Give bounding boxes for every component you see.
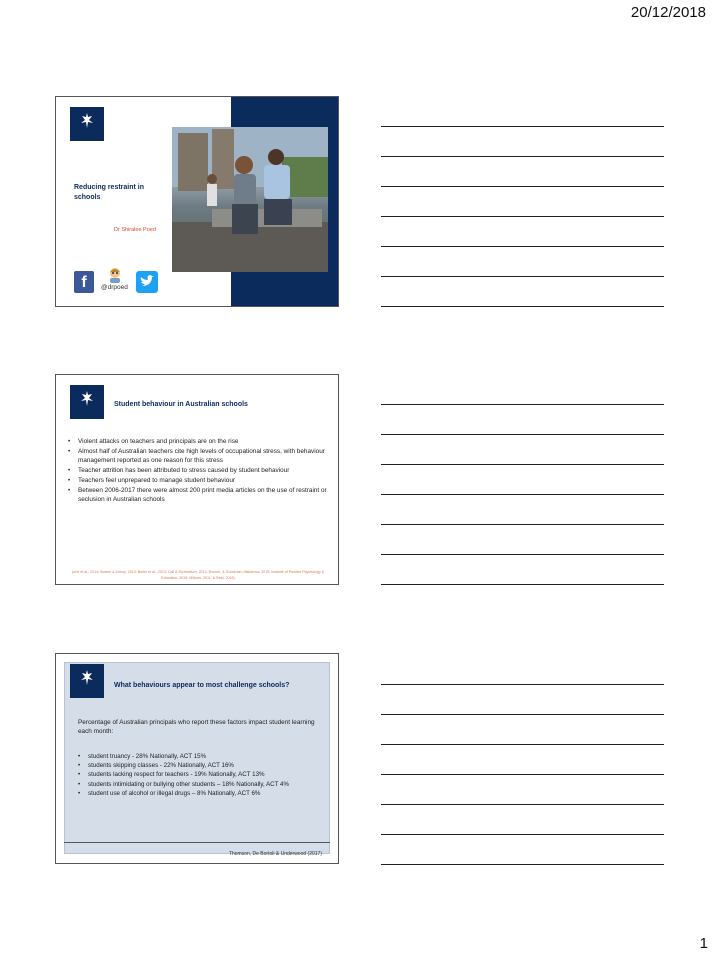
note-line	[381, 404, 664, 405]
slide-thumbnail-2	[55, 374, 339, 585]
source-citation: Thomson, De Bortoli & Underwood (2017)	[228, 851, 322, 857]
note-line	[381, 216, 664, 217]
bullet-list	[68, 437, 330, 505]
note-line	[381, 186, 664, 187]
logo-caption	[86, 410, 87, 414]
list-item: • students skipping classes - 22% Nationally, ACT 16%	[76, 761, 326, 770]
note-line	[381, 744, 664, 745]
note-line	[381, 246, 664, 247]
note-line	[381, 434, 664, 435]
list-item: • Between 2006-2017 there were almost 200 print media articles on the use of restraint or seclusion in Australian schools	[68, 486, 330, 504]
crest-icon	[77, 669, 97, 687]
slide-title: Reducing restraint in schools	[74, 184, 145, 201]
note-line	[381, 864, 664, 865]
logo-caption	[86, 132, 87, 136]
university-logo	[70, 385, 104, 419]
social-links	[74, 267, 164, 297]
note-line	[381, 804, 664, 805]
slide-thumbnail-3	[55, 653, 339, 864]
crest-icon	[77, 390, 97, 408]
list-item: • student use of alcohol or illegal drugs – 8% Nationally, ACT 6%	[76, 789, 326, 798]
twitter-icon	[136, 271, 158, 293]
note-line	[381, 554, 664, 555]
avatar-icon	[108, 267, 122, 283]
bullet-list	[76, 752, 326, 798]
list-item: • students lacking respect for teachers - 19% Nationally, ACT 13%	[76, 770, 326, 779]
university-logo	[70, 664, 104, 698]
slide-title: What behaviours appear to most challenge schools?	[114, 682, 290, 689]
note-line	[381, 584, 664, 585]
list-item: • Almost half of Australian teachers cite high levels of occupational stress, with behaviour management reported as one reason for this stress	[68, 447, 330, 465]
intro-text: Percentage of Australian principals who report these factors impact student learning each month:	[78, 719, 315, 735]
note-line	[381, 276, 664, 277]
note-line	[381, 684, 664, 685]
slide-title: Student behaviour in Australian schools	[114, 401, 248, 408]
note-line	[381, 156, 664, 157]
note-line	[381, 774, 664, 775]
divider	[64, 842, 330, 843]
note-line	[381, 464, 664, 465]
list-item: • student truancy - 28% Nationally, ACT 15%	[76, 752, 326, 761]
page-number: 1	[699, 935, 708, 952]
list-item: • Violent attacks on teachers and principals are on the rise	[68, 437, 330, 446]
note-line	[381, 714, 664, 715]
note-line	[381, 306, 664, 307]
university-logo	[70, 107, 104, 141]
print-date: 20/12/2018	[630, 4, 706, 21]
facebook-icon: f	[74, 271, 94, 293]
note-line	[381, 126, 664, 127]
list-item: • Teacher attrition has been attributed to stress caused by student behaviour	[68, 466, 330, 475]
social-handle: @drpoed	[101, 284, 128, 291]
references: (Arie et al., 2014; Bowler & Kirsop, 2013; Butler et al., 2013; Call & Richardson, 2014; Bourne, & Goodman; Makarova, 2015; Institute of Positive Psychology & Education, 2015; Milburn, 2011, & Reid, 2016)	[71, 570, 325, 580]
logo-caption	[86, 689, 87, 693]
note-line	[381, 524, 664, 525]
slide-thumbnail-1	[55, 96, 339, 307]
students-photo	[172, 127, 328, 272]
note-line	[381, 834, 664, 835]
list-item: • students intimidating or bullying other students – 18% Nationally, ACT 4%	[76, 780, 326, 789]
note-line	[381, 494, 664, 495]
list-item: • Teachers feel unprepared to manage student behaviour	[68, 476, 330, 485]
author-name: Dr Shiralee Poed	[114, 227, 156, 233]
crest-icon	[77, 112, 97, 130]
